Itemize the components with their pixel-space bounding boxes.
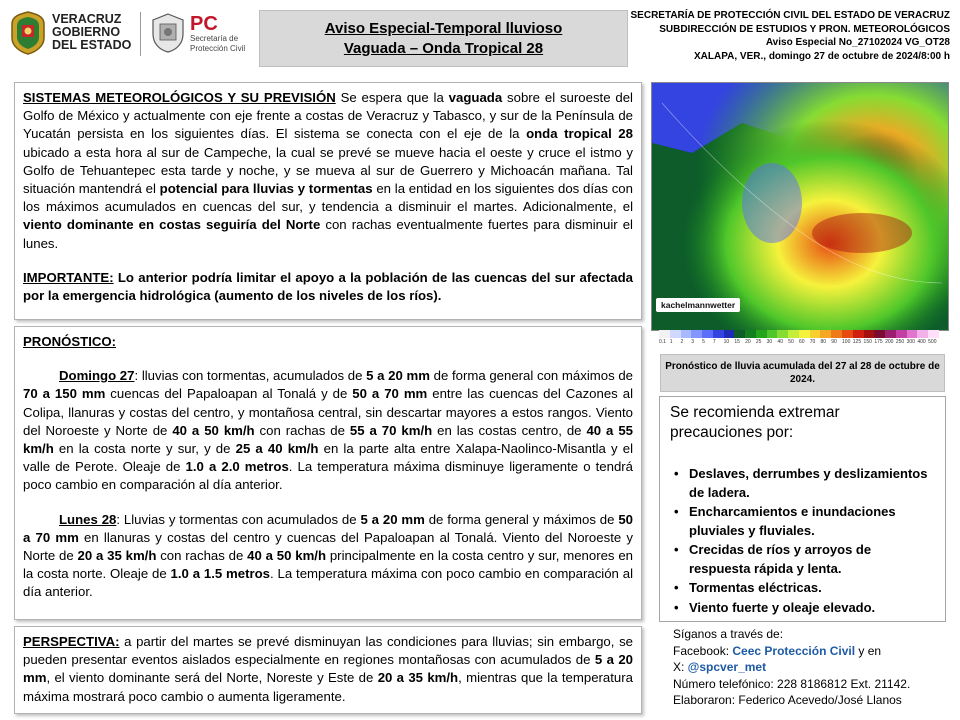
facebook-link[interactable]: Ceec Protección Civil [732, 643, 859, 658]
systems-paragraph: SISTEMAS METEOROLÓGICOS Y SU PREVISIÓN Se espera que la vaguada sobre el suroeste del Golfo de México y actualmente con eje frente a costas de Veracruz y Tabasco, y sur de la Península de Yucatán persista en los siguientes días. El sistema se conecta con el eje de la onda tropical 28 ubicado a esta hora al sur de Campeche, la cual se prevé se mueve hacia el oeste y cruce el istmo y Golfo de Tehuantepec esta tarde y noche, y se mueva al sur de Guerrero y Michoacán mañana. Tal situación mantendrá el potencial para lluvias y tormentas en la entidad en los siguientes dos días con los máximos acumulados en cuencas del sur, y tendencia a disminuir el martes. Adicionalmente, el viento dominante en costas seguiría del Norte con rachas eventualmente fuertes para disminuir el lunes. [23, 90, 633, 251]
scale-labels [659, 339, 939, 345]
scale-swatch [896, 330, 907, 338]
veracruz-logo-text: VERACRUZ GOBIERNO DEL ESTADO [52, 12, 132, 52]
outlook-paragraph: PERSPECTIVA: a partir del martes se prevé disminuyan las condiciones para lluvias; sin embargo, se pueden presentar eventos aislados especialmente en regiones montañosas con acumulados de 5 a 20 mm, el viento dominante será del Norte, Noreste y Este de 20 a 35 km/h, mientras que la temperatura máxima mostrará poco cambio o aumenta ligeramente. [23, 634, 633, 704]
scale-label: 30 [766, 339, 773, 345]
x-line: X: @spcver_met [673, 660, 767, 674]
scale-swatch [917, 330, 928, 338]
recommendations-title: Se recomienda extremar precauciones por: [670, 404, 840, 441]
scale-swatch [756, 330, 767, 338]
title-line-1: Aviso Especial-Temporal lluvioso [324, 19, 563, 37]
forecast-sunday: Domingo 27: lluvias con tormentas, acumulados de 5 a 20 mm de forma general con máximos de 70 a 150 mm cuencas del Papaloapan al Tonalá y de 50 a 70 mm entre las cuencas del Cazones al Colipa, llanuras y costas del centro, y montañosa central, sin descartar mayores a estos rangos. Viento del Noroeste y Norte de 40 a 50 km/h con rachas de 55 a 70 km/h en las costas centro, de 40 a 55 km/h en la costa norte y sur, y de 25 a 40 km/h en la parte alta entre Xalapa-Naolinco-Misantla y el valle de Perote. Oleaje de 1.0 a 2.0 metros. La temperatura máxima disminuye ligeramente o tendrá poco cambio en comparación al día anterior. [23, 368, 634, 493]
recommendation-item: • Deslaves, derrumbes y deslizamientos de ladera. [674, 465, 936, 502]
scale-bar [659, 330, 939, 338]
scale-swatch [820, 330, 831, 338]
scale-swatch [853, 330, 864, 338]
scale-swatch [659, 330, 670, 338]
scale-swatch [713, 330, 724, 338]
scale-swatch [681, 330, 692, 338]
scale-label: 2 [680, 339, 684, 345]
scale-label: 100 [842, 339, 851, 345]
scale-label: 40 [777, 339, 783, 345]
scale-label: 150 [863, 339, 872, 345]
facebook-line: Facebook: Ceec Protección Civil y en [673, 643, 882, 658]
pc-logo: PC Secretaría de Protección Civil [190, 13, 246, 53]
scale-swatch [874, 330, 885, 338]
scale-label: 70 [809, 339, 816, 345]
forecast-heading: PRONÓSTICO: [23, 334, 117, 349]
scale-swatch [864, 330, 875, 338]
contact-info [673, 626, 953, 709]
map-caption: Pronóstico de lluvia acumulada del 27 al 28 de octubre de 2024. [660, 354, 945, 392]
scale-label: 60 [798, 339, 805, 345]
rainfall-forecast-map [651, 82, 949, 331]
scale-label: 7 [712, 339, 716, 345]
forecast-section [14, 326, 642, 620]
scale-swatch [745, 330, 756, 338]
follow-us-label: Síganos a través de: [673, 627, 784, 641]
rainfall-map-image [652, 83, 948, 330]
scale-swatch [799, 330, 810, 338]
scale-label: 80 [820, 339, 827, 345]
scale-label: 300 [906, 339, 915, 345]
recommendation-item: • Viento fuerte y oleaje elevado. [674, 599, 936, 618]
phone-line: Número telefónico: 228 8186812 Ext. 21142. [673, 676, 911, 691]
scale-swatch [702, 330, 713, 338]
scale-label: 125 [852, 339, 862, 345]
bulletin-title [259, 10, 628, 67]
scale-label: 175 [874, 339, 883, 345]
rainfall-scale [651, 330, 947, 350]
scale-swatch [691, 330, 702, 338]
recommendation-item: • Tormentas eléctricas. [674, 579, 936, 598]
scale-label: 90 [831, 339, 837, 345]
scale-swatch [810, 330, 821, 338]
scale-swatch [777, 330, 788, 338]
meteorological-systems-section [14, 82, 642, 320]
scale-label: 15 [734, 339, 740, 345]
scale-label: 200 [885, 339, 894, 345]
scale-label: 400 [917, 339, 926, 345]
scale-swatch [670, 330, 681, 338]
scale-label: 50 [788, 339, 794, 345]
issuer-info: SECRETARÍA DE PROTECCIÓN CIVIL DEL ESTADO DE VERACRUZ SUBDIRECCIÓN DE ESTUDIOS Y PRON. METEOROLÓGICOS Aviso Especial No_27102024 VG_OT28 XALAPA, VER., domingo 27 de octubre de 2024/8:00 h [630, 10, 950, 62]
scale-swatch [734, 330, 745, 338]
scale-swatch [928, 330, 939, 338]
scale-label: 5 [702, 339, 705, 345]
scale-label: 0.1 [659, 339, 666, 345]
recommendations-list [674, 465, 936, 618]
logo-divider [140, 12, 141, 56]
scale-swatch [724, 330, 735, 338]
recommendation-item: • Encharcamientos e inundaciones pluviales y fluviales. [674, 503, 936, 540]
important-note: IMPORTANTE: Lo anterior podría limitar el apoyo a la población de las cuencas del sur afectada por la emergencia hidrológica (aumento de los niveles de los ríos). [23, 269, 633, 304]
veracruz-shield-icon [8, 10, 48, 56]
scale-label: 1 [669, 339, 673, 345]
scale-label: 10 [723, 339, 730, 345]
authors-line: Elaboraron: Federico Acevedo/José Llanos [673, 693, 902, 707]
recommendations-box [659, 396, 946, 622]
kachelmannwetter-logo: kachelmannwetter [656, 298, 740, 312]
scale-label: 500 [928, 339, 937, 345]
scale-swatch [767, 330, 778, 338]
outlook-section [14, 626, 642, 714]
title-line-2: Vaguada – Onda Tropical 28 [343, 39, 544, 57]
scale-label: 20 [745, 339, 751, 345]
recommendation-item: • Crecidas de ríos y arroyos de respuesta rápida y lenta. [674, 541, 936, 578]
scale-swatch [831, 330, 842, 338]
forecast-monday: Lunes 28: Lluvias y tormentas con acumulados de 5 a 20 mm de forma general y máximos de 50 a 70 mm en llanuras y costas del centro y cuencas del Papaloapan al Tonalá. Viento del Noroeste y Norte de 20 a 35 km/h con rachas de 40 a 50 km/h principalmente en la costa centro y sur, menores en la costa norte. Oleaje de 1.0 a 1.5 metros. La temperatura máxima con poco cambio en comparación al día anterior. [23, 511, 634, 600]
x-link[interactable]: @spcver_met [687, 660, 767, 674]
scale-swatch [885, 330, 896, 338]
scale-label: 3 [691, 339, 695, 345]
scale-swatch [788, 330, 799, 338]
scale-swatch [842, 330, 853, 338]
scale-label: 25 [755, 339, 762, 345]
scale-label: 250 [895, 339, 905, 345]
scale-swatch [907, 330, 918, 338]
state-seal-icon [150, 12, 186, 54]
